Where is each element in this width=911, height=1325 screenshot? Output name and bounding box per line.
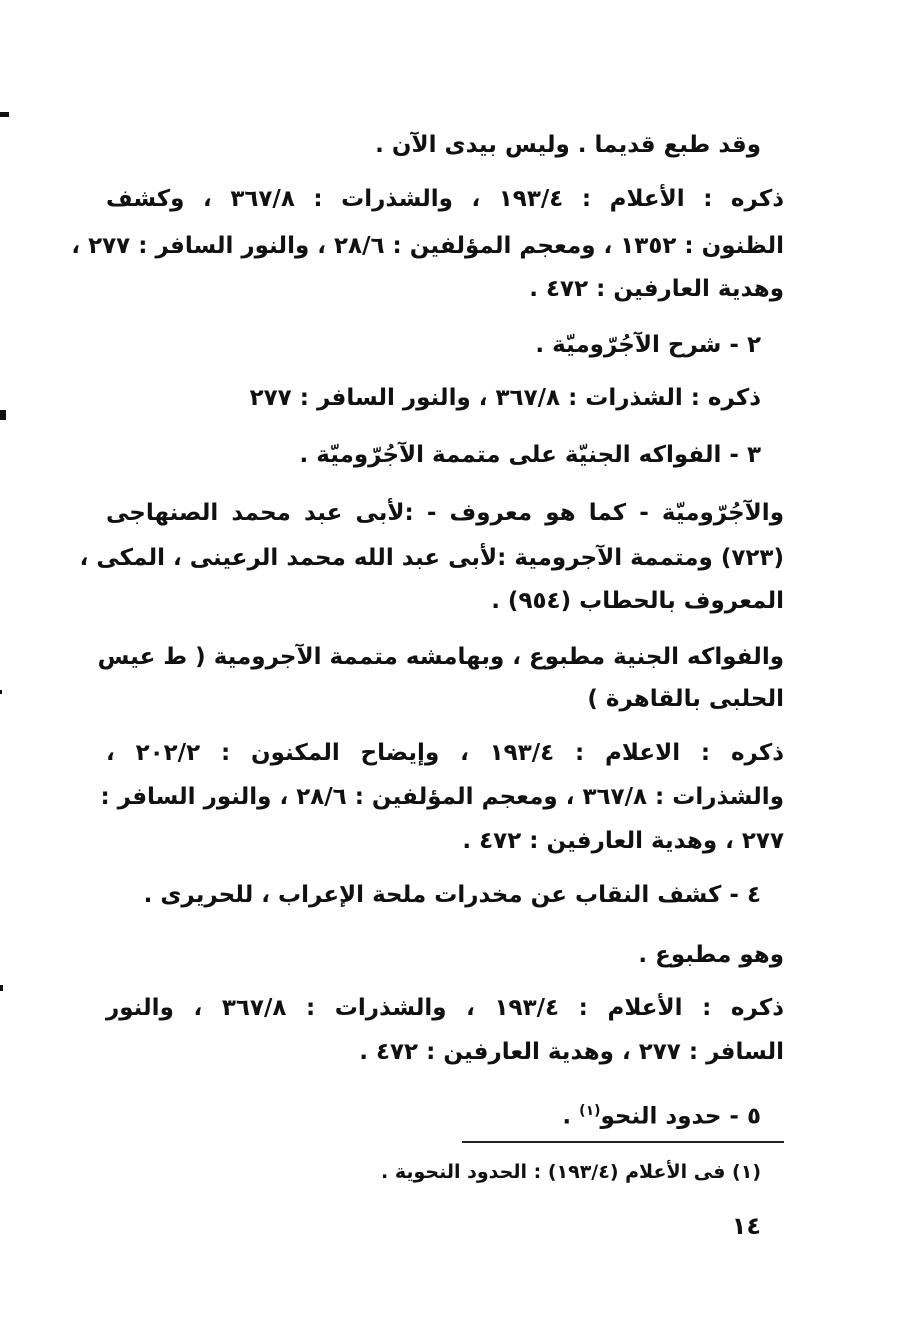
text-line-3: الظنون : ١٣٥٢ ، ومعجم المؤلفين : ٢٨/٦ ، والنور السافر : ٢٧٧ ،	[71, 233, 784, 259]
scan-edge-mark	[0, 690, 2, 694]
text-line-12: الحلبى بالقاهرة )	[587, 686, 784, 712]
text-line-11: والفواكه الجنية مطبوع ، وبهامشه متممة الآجرومية ( ط عيس	[97, 644, 784, 670]
item-5-text: ٥ - حدود النحو	[600, 1103, 761, 1130]
page-number: ١٤	[731, 1212, 761, 1240]
item-5-tail: .	[562, 1103, 580, 1130]
footnote-text: (١) فى الأعلام (١٩٣/٤) : الحدود النحوية .	[381, 1161, 761, 1183]
text-line-10: المعروف بالحطاب (٩٥٤) .	[491, 588, 784, 614]
text-line-15: ٢٧٧ ، وهدية العارفين : ٤٧٢ .	[462, 828, 784, 854]
text-line-14: والشذرات : ٣٦٧/٨ ، ومعجم المؤلفين : ٢٨/٦ ، والنور السافر :	[100, 784, 784, 810]
text-line-2: ذكره : الأعلام : ١٩٣/٤ ، والشذرات : ٣٦٧/٨ ، وكشف	[106, 186, 784, 212]
text-line-1: وقد طبع قديما . وليس بيدى الآن .	[375, 132, 761, 158]
text-line-6: ذكره : الشذرات : ٣٦٧/٨ ، والنور السافر : ٢٧٧	[249, 385, 761, 411]
text-line-8: والآجُرّوميّة - كما هو معروف - :لأبى عبد محمد الصنهاجى	[106, 500, 784, 526]
scan-edge-mark	[0, 985, 3, 991]
text-line-18: ذكره : الأعلام : ١٩٣/٤ ، والشذرات : ٣٦٧/٨ ، والنور	[106, 995, 784, 1021]
text-line-9: (٧٢٣) ومتممة الآجرومية :لأبى عبد الله محمد الرعينى ، المكى ،	[79, 545, 784, 571]
item-2-title: ٢ - شرح الآجُرّوميّة .	[535, 332, 761, 358]
scan-edge-mark	[0, 410, 6, 420]
item-3-title: ٣ - الفواكه الجنيّة على متممة الآجُرّوميّة .	[299, 442, 761, 468]
item-4-title: ٤ - كشف النقاب عن مخدرات ملحة الإعراب ، للحريرى .	[143, 882, 761, 908]
item-5-title	[562, 1096, 761, 1132]
footnote-divider	[462, 1141, 784, 1143]
footnote-reference: (١)	[579, 1103, 601, 1119]
text-line-19: السافر : ٢٧٧ ، وهدية العارفين : ٤٧٢ .	[359, 1039, 784, 1065]
text-line-13: ذكره : الاعلام : ١٩٣/٤ ، وإيضاح المكنون : ٢٠٢/٢ ،	[106, 740, 785, 766]
text-line-4: وهدية العارفين : ٤٧٢ .	[529, 276, 784, 302]
scan-edge-mark	[0, 112, 9, 117]
text-line-17: وهو مطبوع .	[638, 942, 784, 968]
